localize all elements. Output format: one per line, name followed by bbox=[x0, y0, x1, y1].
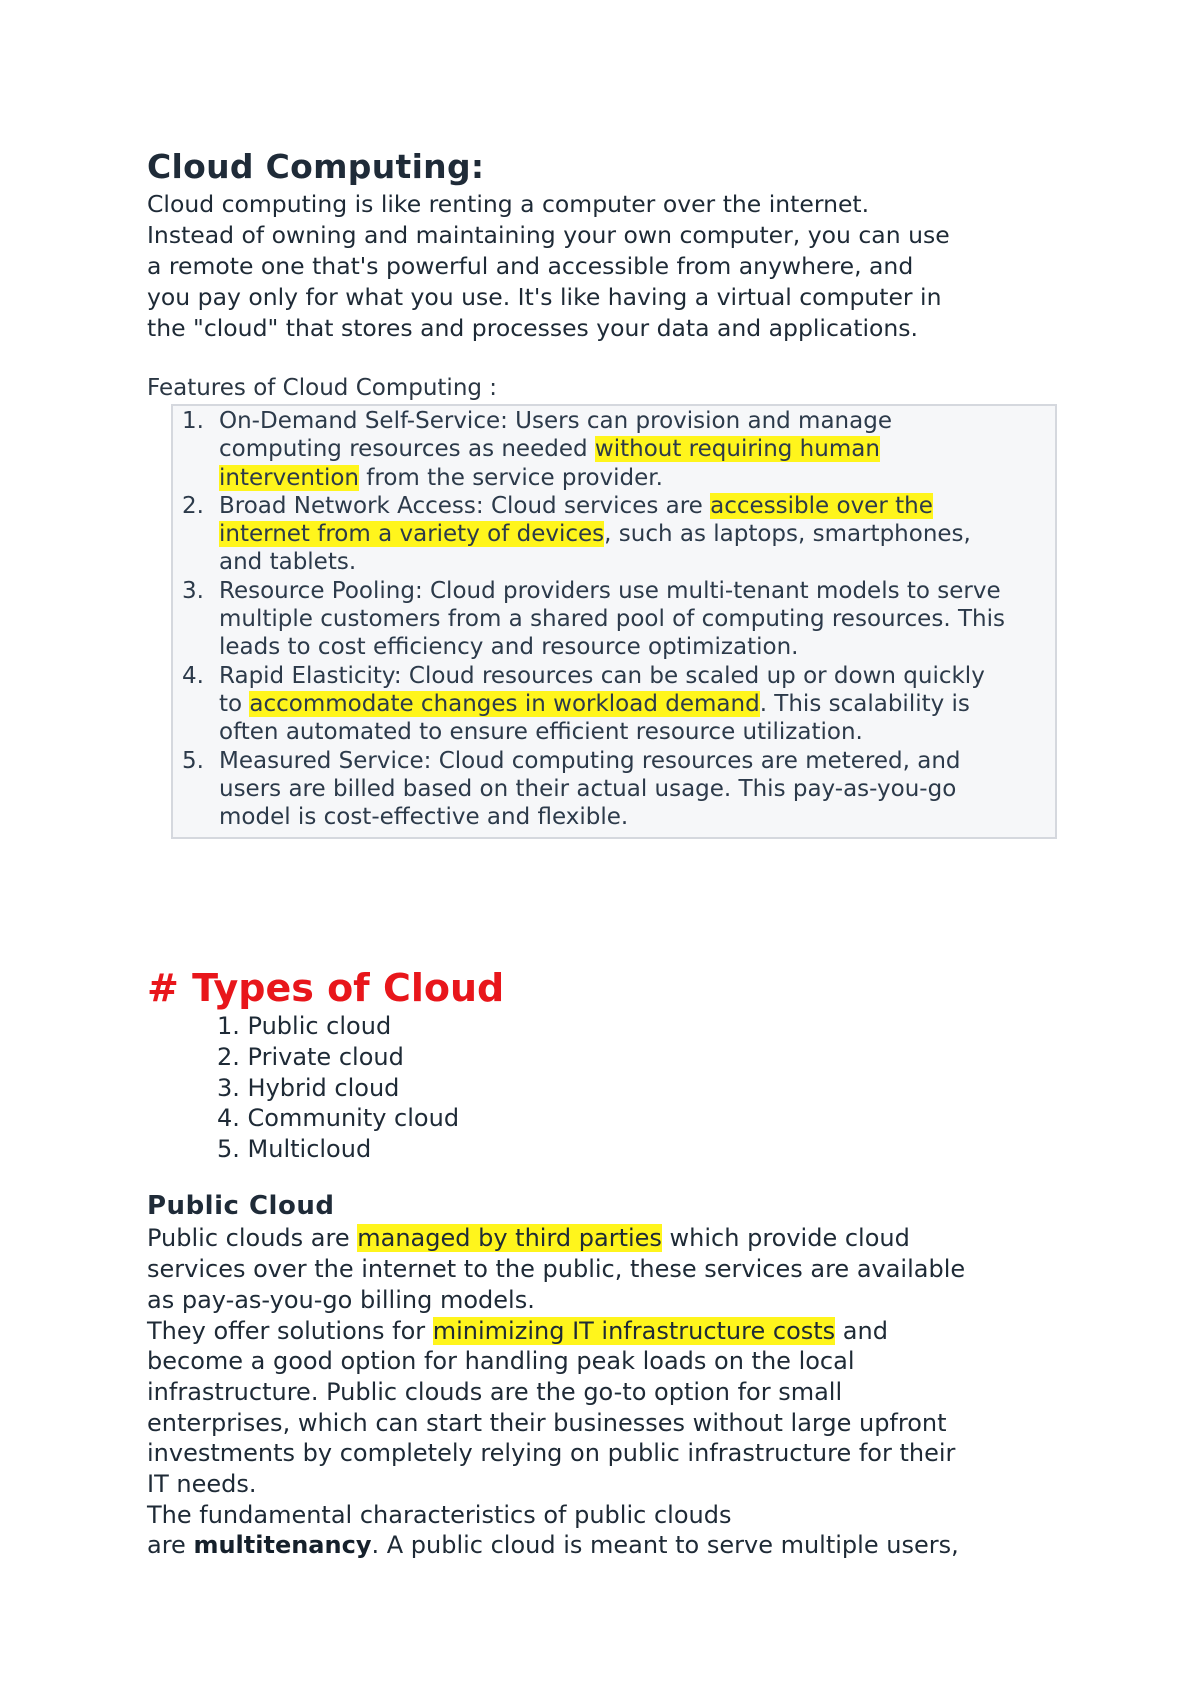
list-number: 5. bbox=[182, 747, 204, 774]
text-line: IT needs. bbox=[147, 1470, 257, 1499]
intro-line: a remote one that's powerful and accessible from anywhere, and bbox=[147, 252, 914, 280]
document-page bbox=[147, 145, 1067, 1561]
feature-text: . This scalability is bbox=[759, 690, 970, 717]
highlighted-text: accessible over the bbox=[710, 492, 933, 519]
feature-line: Resource Pooling: Cloud providers use multi-tenant models to serve bbox=[219, 577, 1001, 604]
highlighted-text: without requiring human bbox=[594, 436, 880, 463]
text-fragment: which provide cloud bbox=[661, 1224, 910, 1253]
text-line: infrastructure. Public clouds are the go-to option for small bbox=[147, 1377, 843, 1406]
text-fragment: They offer solutions for bbox=[147, 1316, 433, 1345]
feature-item-resource-pooling bbox=[173, 577, 1055, 662]
text-line bbox=[147, 1223, 1067, 1254]
intro-line: Cloud computing is like renting a computer over the internet. bbox=[147, 190, 870, 218]
feature-line bbox=[219, 520, 1055, 548]
features-heading: Features of Cloud Computing : bbox=[147, 375, 498, 401]
highlighted-text: internet from a variety of devices bbox=[219, 521, 605, 548]
list-item: 5. Multicloud bbox=[217, 1134, 372, 1163]
highlighted-text: minimizing IT infrastructure costs bbox=[432, 1316, 836, 1345]
text-line bbox=[147, 1316, 1067, 1347]
list-number: 3. bbox=[182, 577, 204, 604]
feature-line bbox=[219, 690, 1055, 718]
text-line: become a good option for handling peak loads on the local bbox=[147, 1347, 855, 1376]
feature-line: users are billed based on their actual usage. This pay-as-you-go bbox=[219, 775, 957, 802]
text-fragment: . A public cloud is meant to serve multiple users, bbox=[371, 1531, 959, 1560]
list-number: 2. bbox=[182, 492, 204, 519]
features-list bbox=[173, 407, 1055, 831]
feature-line: often automated to ensure efficient resource utilization. bbox=[219, 719, 863, 746]
text-line: The fundamental characteristics of public clouds bbox=[147, 1500, 732, 1529]
feature-text: computing resources as needed bbox=[219, 436, 595, 463]
intro-line: the "cloud" that stores and processes your data and applications. bbox=[147, 314, 919, 342]
text-line: enterprises, which can start their businesses without large upfront bbox=[147, 1408, 947, 1437]
feature-line: On-Demand Self-Service: Users can provision and manage bbox=[219, 408, 892, 434]
bold-text: multitenancy bbox=[193, 1531, 372, 1560]
features-box bbox=[171, 404, 1057, 839]
feature-text: Broad Network Access: Cloud services are bbox=[219, 492, 711, 519]
types-heading: # Types of Cloud bbox=[147, 966, 505, 1011]
feature-line: multiple customers from a shared pool of computing resources. This bbox=[219, 606, 1005, 633]
feature-text: to bbox=[219, 690, 250, 717]
feature-line bbox=[219, 464, 1055, 492]
feature-item-measured-service bbox=[173, 747, 1055, 832]
feature-line bbox=[219, 492, 1055, 520]
text-fragment: and bbox=[835, 1316, 888, 1345]
feature-line: Measured Service: Cloud computing resources are metered, and bbox=[219, 747, 961, 774]
feature-line: leads to cost efficiency and resource optimization. bbox=[219, 634, 799, 661]
feature-item-rapid-elasticity bbox=[173, 662, 1055, 747]
document-title: Cloud Computing: bbox=[147, 147, 485, 186]
highlighted-text: managed by third parties bbox=[357, 1224, 662, 1253]
feature-text: , such as laptops, smartphones, bbox=[604, 521, 971, 548]
list-item: 3. Hybrid cloud bbox=[217, 1073, 400, 1102]
public-cloud-heading: Public Cloud bbox=[147, 1191, 335, 1222]
feature-item-on-demand bbox=[173, 407, 1055, 492]
list-item: 4. Community cloud bbox=[217, 1104, 460, 1133]
highlighted-text: accommodate changes in workload demand bbox=[249, 690, 760, 717]
list-number: 1. bbox=[182, 408, 204, 434]
feature-line: model is cost-effective and flexible. bbox=[219, 804, 629, 831]
feature-line bbox=[219, 435, 1055, 463]
feature-text: from the service provider. bbox=[359, 464, 663, 491]
text-fragment: are bbox=[147, 1531, 194, 1560]
intro-paragraph bbox=[147, 189, 1067, 344]
list-number: 4. bbox=[182, 662, 204, 689]
feature-line: Rapid Elasticity: Cloud resources can be scaled up or down quickly bbox=[219, 662, 985, 689]
text-fragment: Public clouds are bbox=[147, 1224, 358, 1253]
highlighted-text: intervention bbox=[219, 464, 359, 491]
intro-line: Instead of owning and maintaining your own computer, you can use bbox=[147, 221, 950, 249]
list-item: 1. Public cloud bbox=[217, 1012, 392, 1041]
feature-item-broad-network bbox=[173, 492, 1055, 577]
text-line: investments by completely relying on public infrastructure for their bbox=[147, 1439, 956, 1468]
list-item: 2. Private cloud bbox=[217, 1043, 404, 1072]
types-list bbox=[147, 1011, 1067, 1164]
text-line: services over the internet to the public, these services are available bbox=[147, 1255, 966, 1284]
feature-line: and tablets. bbox=[219, 549, 357, 576]
text-line bbox=[147, 1530, 1067, 1561]
text-line: as pay-as-you-go billing models. bbox=[147, 1285, 535, 1314]
public-cloud-paragraph bbox=[147, 1223, 1067, 1561]
intro-line: you pay only for what you use. It's like having a virtual computer in bbox=[147, 283, 942, 311]
